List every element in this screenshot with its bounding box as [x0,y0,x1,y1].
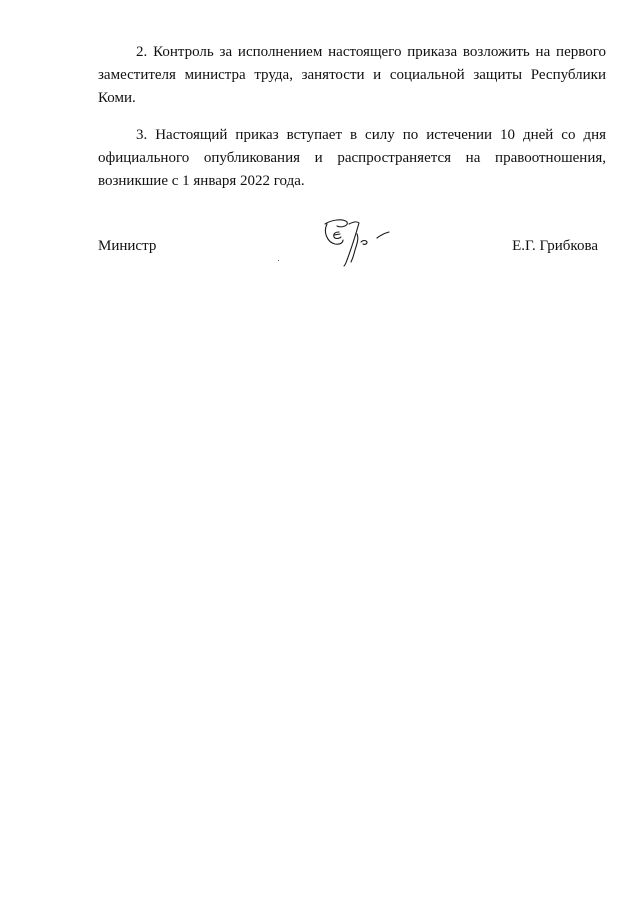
signatory-name: Е.Г. Грибкова [512,238,598,254]
signature-block [98,234,598,274]
paragraph-effective-date-clause: 3. Настоящий приказ вступает в силу по истечении 10 дней со дня официального опубликования и распространяется на правоотношения, возникшие с 1 января 2022 года. [98,127,606,189]
handwritten-signature [313,214,403,278]
signatory-title: Министр [98,238,157,254]
paragraph-control-clause: 2. Контроль за исполнением настоящего приказа возложить на первого заместителя министра труда, занятости и социальной защиты Республики Коми. [98,44,606,106]
scan-speck [278,260,279,261]
